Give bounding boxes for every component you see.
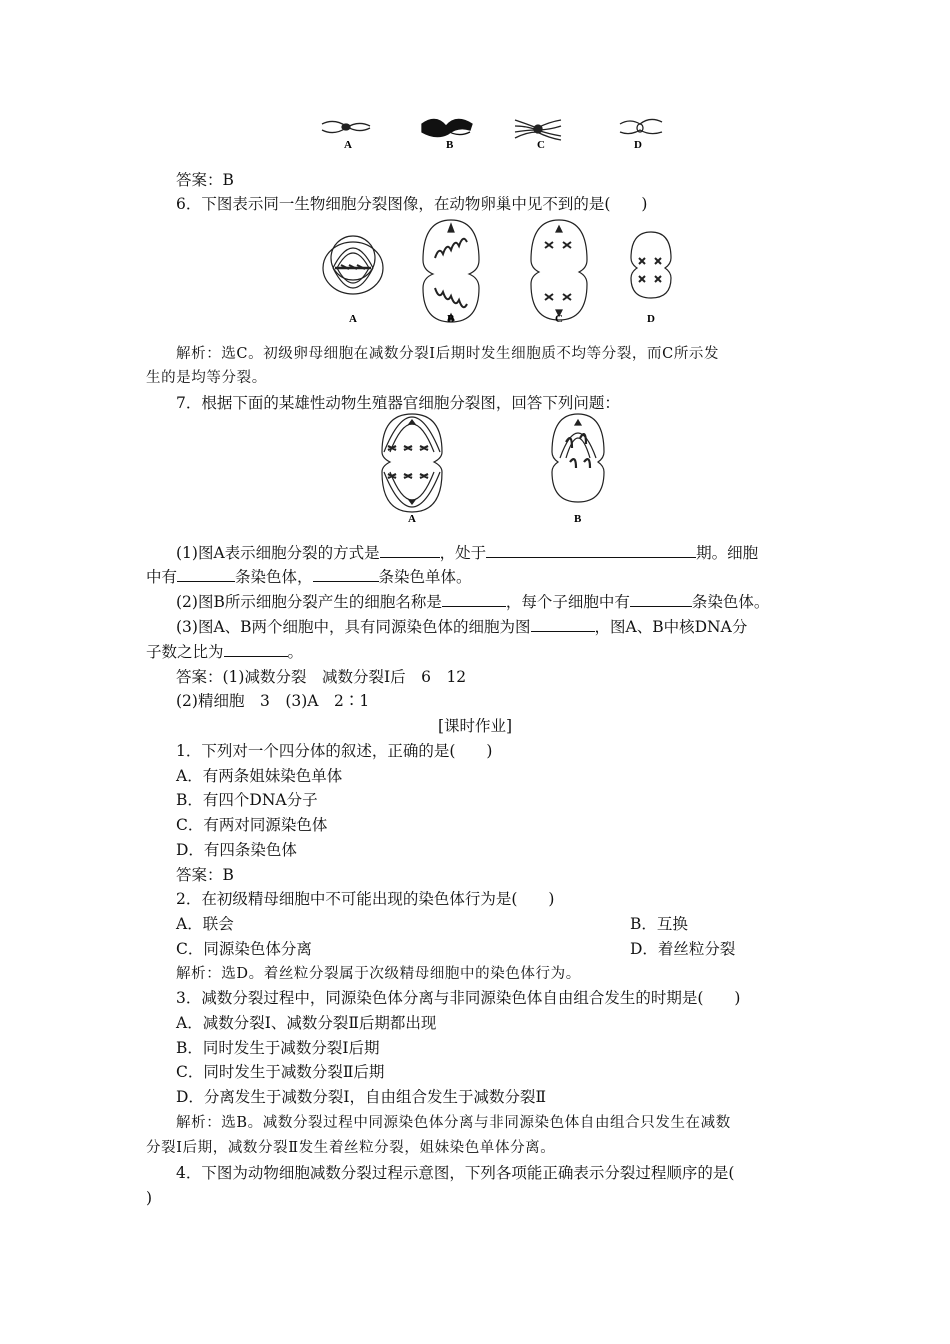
section-title: [课时作业] [437,717,513,735]
q5-answer: 答案：B [176,171,234,189]
q7-blank-phase[interactable] [486,543,696,558]
q7-part1-line2 [146,567,472,587]
cell-a [323,236,383,294]
figure-cells-q6 [305,218,685,330]
q7-part3-line2 [146,642,303,662]
q7-blank-method[interactable] [380,543,440,558]
h2-stem: 2．在初级精母细胞中不可能出现的染色体行为是( ) [176,890,555,908]
fig6-label-d: D [647,313,655,325]
q7-p1-text-b: ，处于 [439,544,487,562]
q7-p2-text-c: 条染色体。 [691,593,770,611]
h1-option-b[interactable]: B．有四个DNA分子 [176,791,318,809]
h3-option-a[interactable]: A．减数分裂Ⅰ、减数分裂Ⅱ后期都出现 [176,1014,437,1032]
fig7-label-b: B [574,513,582,525]
fig6-label-c: C [555,313,563,325]
h2-option-c[interactable]: C．同源染色体分离 [176,940,312,958]
q7-part2 [176,592,769,612]
q6-analysis-line1: 解析：选C。初级卵母细胞在减数分裂Ⅰ后期时发生细胞质不均等分裂，而C所示发 [176,346,720,362]
q7-p3-text-d: 。 [287,643,304,661]
h2-option-a[interactable]: A．联会 [176,915,234,933]
h4-stem-line1: 4．下图为动物细胞减数分裂过程示意图，下列各项能正确表示分裂过程顺序的是( [176,1164,735,1182]
h2-option-b[interactable]: B．互换 [630,915,688,933]
q7-stem: 7．根据下面的某雄性动物生殖器官细胞分裂图，回答下列问题： [176,394,620,412]
fig5-label-d: D [634,139,642,151]
chromosome-pair-c [515,120,561,140]
q7-p1-text-e: 条染色体， [235,568,313,586]
q7-p1-text-c: 期。细胞 [696,544,759,562]
q7-p3-text-c: 子数之比为 [146,643,224,661]
cell-c [531,220,587,320]
q7-answer-line1: 答案：(1)减数分裂 减数分裂Ⅰ后 6 12 [176,668,467,686]
q7-p3-text-b: ，图A、B中核DNA分 [594,618,748,636]
h3-analysis-line2: 分裂Ⅰ后期，减数分裂Ⅱ发生着丝粒分裂，姐妹染色单体分离。 [146,1140,556,1156]
h3-option-c[interactable]: C．同时发生于减数分裂Ⅱ后期 [176,1063,385,1081]
q7-blank-cell-name[interactable] [442,592,506,607]
q7-blank-daughter-chromosomes[interactable] [630,592,692,607]
q7-p3-text-a: (3)图A、B两个细胞中，具有同源染色体的细胞为图 [176,618,531,636]
q7-answer-line2: (2)精细胞 3 (3)A 2∶1 [176,692,370,710]
q7-part1-line1 [176,543,758,563]
h1-option-d[interactable]: D．有四条染色体 [176,841,297,859]
cell-d [631,232,671,298]
q7-p1-text-f: 条染色单体。 [378,568,472,586]
q7-part3-line1 [176,617,747,637]
fig5-label-a: A [344,139,352,151]
h1-option-c[interactable]: C．有两对同源染色体 [176,816,328,834]
fig6-label-a: A [349,313,357,325]
q7-blank-chromosomes[interactable] [177,567,235,582]
h2-option-d[interactable]: D．着丝粒分裂 [630,940,736,958]
q7-p1-text-a: (1)图A表示细胞分裂的方式是 [176,544,380,562]
q7-p1-text-d: 中有 [146,568,178,586]
q7-blank-dna-ratio[interactable] [224,642,288,657]
h3-option-d[interactable]: D．分离发生于减数分裂Ⅰ，自由组合发生于减数分裂Ⅱ [176,1088,547,1106]
q7-blank-chromatids[interactable] [313,567,379,582]
q6-stem: 6．下图表示同一生物细胞分裂图像，在动物卵巢中见不到的是( ) [176,195,648,213]
cell-a-q7 [382,414,442,512]
fig5-label-c: C [537,139,545,151]
cell-b [423,220,479,322]
q7-blank-homologous[interactable] [531,617,595,632]
h1-stem: 1．下列对一个四分体的叙述，正确的是( ) [176,742,493,760]
h2-analysis: 解析：选D。着丝粒分裂属于次级精母细胞中的染色体行为。 [176,966,581,982]
fig5-label-b: B [446,139,454,151]
figure-chromosomes-q5 [310,110,670,156]
h3-stem: 3．减数分裂过程中，同源染色体分离与非同源染色体自由组合发生的时期是( ) [176,989,741,1007]
h1-answer: 答案：B [176,866,234,884]
h4-stem-line2: ) [146,1189,153,1207]
chromosome-pair-a [322,121,370,132]
q7-p2-text-a: (2)图B所示细胞分裂产生的细胞名称是 [176,593,442,611]
h3-option-b[interactable]: B．同时发生于减数分裂Ⅰ后期 [176,1039,380,1057]
h1-option-a[interactable]: A．有两条姐妹染色单体 [176,767,343,785]
q7-p2-text-b: ，每个子细胞中有 [505,593,630,611]
fig6-label-b: B [447,313,455,325]
chromosome-pair-b [422,119,472,136]
fig7-label-a: A [408,513,416,525]
chromosome-pair-d [620,119,662,133]
h3-analysis-line1: 解析：选B。减数分裂过程中同源染色体分离与非同源染色体自由组合只发生在减数 [176,1115,731,1131]
cell-b-q7 [552,414,604,502]
figure-cells-q7 [370,412,620,528]
q6-analysis-line2: 生的是均等分裂。 [146,370,267,386]
